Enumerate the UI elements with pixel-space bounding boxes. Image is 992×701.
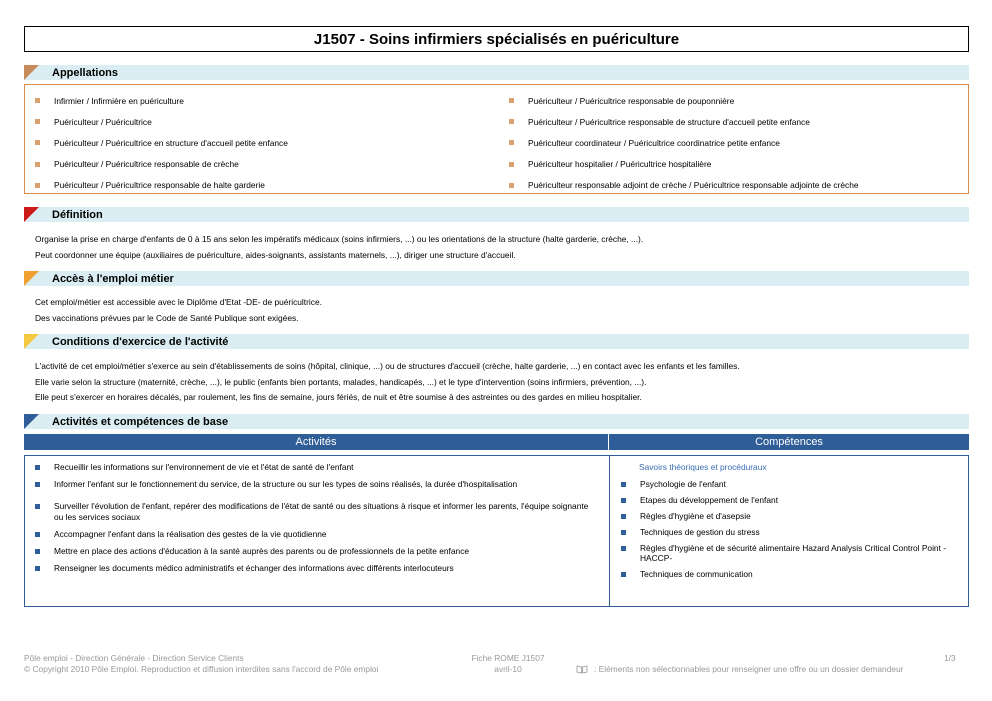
footer-note xyxy=(576,664,903,675)
appellations-box xyxy=(24,84,969,194)
list-item: Puériculteur / Puéricultrice responsable de pouponnière xyxy=(509,90,859,111)
definition-line-2: Peut coordonner une équipe (auxiliaires de puériculture, aides-soignants, assistants maternels, ...), diriger une structure d'accueil. xyxy=(35,250,516,260)
list-item: Techniques de communication xyxy=(621,569,961,579)
column-header-activites: Activités xyxy=(24,434,608,450)
list-item: Techniques de gestion du stress xyxy=(621,527,961,537)
bullet-icon xyxy=(509,183,514,188)
footer-fiche: Fiche ROME J1507 xyxy=(471,653,545,663)
appellations-left-column xyxy=(35,90,288,196)
footer-center xyxy=(467,653,549,675)
book-icon xyxy=(576,665,588,674)
activites-table-body xyxy=(24,455,969,607)
list-item: Etapes du développement de l'enfant xyxy=(621,495,961,505)
section-title-activites: Activités et compétences de base xyxy=(52,415,229,428)
bullet-icon xyxy=(35,566,40,571)
section-title-acces: Accès à l'emploi métier xyxy=(52,272,174,285)
list-item: Puériculteur / Puéricultrice xyxy=(35,111,288,132)
bullet-icon xyxy=(35,465,40,470)
list-item: Puériculteur / Puéricultrice en structure d'accueil petite enfance xyxy=(35,132,288,153)
section-title-definition: Définition xyxy=(52,208,103,221)
conditions-flag-icon xyxy=(24,334,39,349)
bullet-icon xyxy=(621,514,626,519)
section-header-appellations xyxy=(24,65,969,80)
bullet-icon xyxy=(621,482,626,487)
footer-left xyxy=(24,653,378,675)
list-item: Surveiller l'évolution de l'enfant, repérer des modifications de l'état de santé ou des situations à risque et informer les parents, l'équipe soignante ou les services sociaux xyxy=(35,501,590,523)
bullet-icon xyxy=(35,532,40,537)
conditions-line-1: L'activité de cet emploi/métier s'exerce au sein d'établissements de soins (hôpital, clinique, ...) ou de structures d'accueil (crèche, halte garderie, ...) en contact avec les enfants et les familles. xyxy=(35,361,740,371)
conditions-line-2: Elle varie selon la structure (maternité, crèche, ...), le public (enfants bien portants, malades, handicapés, ...) et le type d'intervention (soins infirmiers, prévention, ...). xyxy=(35,377,647,387)
bullet-icon xyxy=(35,183,40,188)
footer-org: Pôle emploi - Direction Générale - Direction Service Clients xyxy=(24,653,244,663)
list-item: Puériculteur / Puéricultrice responsable de halte garderie xyxy=(35,175,288,196)
page-title xyxy=(24,26,969,52)
list-item: Puériculteur / Puéricultrice responsable de structure d'accueil petite enfance xyxy=(509,111,859,132)
bullet-icon xyxy=(509,140,514,145)
footer-page-number: 1/3 xyxy=(944,653,956,663)
acces-flag-icon xyxy=(24,271,39,286)
footer-date: avril-10 xyxy=(494,664,522,674)
bullet-icon xyxy=(621,498,626,503)
competences-subtitle: Savoirs théoriques et procéduraux xyxy=(639,462,767,472)
footer-note-text: : Eléments non sélectionnables pour renseigner une offre ou un dossier demandeur xyxy=(594,664,904,674)
definition-line-1: Organise la prise en charge d'enfants de 0 à 15 ans selon les impératifs médicaux (soins infirmiers, ...) ou les orientations de la structure (halte garderie, crèche, ...). xyxy=(35,234,644,244)
list-item: Puériculteur coordinateur / Puéricultrice coordinatrice petite enfance xyxy=(509,132,859,153)
list-item: Renseigner les documents médico administratifs et échanger des informations avec différents interlocuteurs xyxy=(35,563,590,574)
page-title-text: J1507 - Soins infirmiers spécialisés en puériculture xyxy=(313,30,680,48)
section-header-conditions xyxy=(24,334,969,349)
list-item: Puériculteur responsable adjoint de crèche / Puéricultrice responsable adjointe de crèche xyxy=(509,175,859,196)
conditions-line-3: Elle peut s'exercer en horaires décalés, par roulement, les fins de semaine, jours fériés, de nuit et être soumise à des astreintes ou des gardes en milieu hospitalier. xyxy=(35,392,642,402)
acces-line-1: Cet emploi/métier est accessible avec le Diplôme d'Etat -DE- de puéricultrice. xyxy=(35,297,322,307)
list-item: Règles d'hygiène et d'asepsie xyxy=(621,511,961,521)
list-item: Règles d'hygiène et de sécurité alimentaire Hazard Analysis Critical Control Point -HACCP- xyxy=(621,543,961,563)
section-title-conditions: Conditions d'exercice de l'activité xyxy=(52,335,229,348)
bullet-icon xyxy=(509,119,514,124)
activites-flag-icon xyxy=(24,414,39,429)
activites-list xyxy=(35,462,590,580)
bullet-icon xyxy=(35,482,40,487)
list-item: Psychologie de l'enfant xyxy=(621,479,961,489)
bullet-icon xyxy=(621,546,626,551)
list-item: Puériculteur hospitalier / Puéricultrice hospitalière xyxy=(509,154,859,175)
list-item: Informer l'enfant sur le fonctionnement du service, de la structure ou sur les types de soins réalisés, la durée d'hospitalisation xyxy=(35,479,590,490)
column-divider xyxy=(609,456,610,606)
bullet-icon xyxy=(35,98,40,103)
acces-line-2: Des vaccinations prévues par le Code de Santé Publique sont exigées. xyxy=(35,313,299,323)
section-header-activites xyxy=(24,414,969,429)
list-item: Accompagner l'enfant dans la réalisation des gestes de la vie quotidienne xyxy=(35,529,590,540)
section-header-definition xyxy=(24,207,969,222)
list-item: Mettre en place des actions d'éducation à la santé auprès des parents ou de professionnels de la petite enfance xyxy=(35,546,590,557)
column-header-competences: Compétences xyxy=(609,434,969,450)
activites-table-header xyxy=(24,434,969,450)
bullet-icon xyxy=(35,504,40,509)
bullet-icon xyxy=(35,140,40,145)
list-item: Puériculteur / Puéricultrice responsable de crèche xyxy=(35,154,288,175)
list-item: Infirmier / Infirmière en puériculture xyxy=(35,90,288,111)
appellations-flag-icon xyxy=(24,65,39,80)
bullet-icon xyxy=(621,572,626,577)
bullet-icon xyxy=(621,530,626,535)
bullet-icon xyxy=(509,162,514,167)
footer-copyright: © Copyright 2010 Pôle Emploi. Reproduction et diffusion interdites sans l'accord de Pôle emploi xyxy=(24,664,379,674)
bullet-icon xyxy=(35,162,40,167)
list-item: Recueillir les informations sur l'environnement de vie et l'état de santé de l'enfant xyxy=(35,462,590,473)
bullet-icon xyxy=(35,549,40,554)
competences-list xyxy=(621,462,961,585)
bullet-icon xyxy=(35,119,40,124)
appellations-right-column xyxy=(509,90,859,196)
section-header-acces xyxy=(24,271,969,286)
definition-flag-icon xyxy=(24,207,39,222)
section-title-appellations: Appellations xyxy=(52,66,119,79)
bullet-icon xyxy=(509,98,514,103)
